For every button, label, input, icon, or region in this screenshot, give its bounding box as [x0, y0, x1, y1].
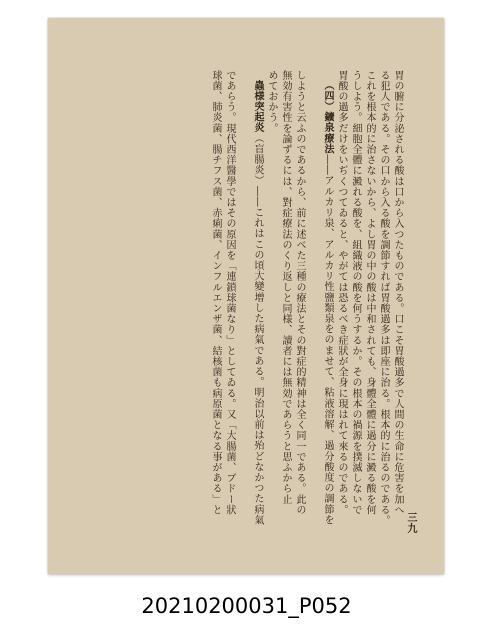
text-line: [334, 70, 348, 540]
line-text: であらう。現代西洋醫學ではその原因を「連鎖球菌なり」としてゐる。又「大腸菌、ブドー狀: [224, 70, 235, 516]
text-line: [348, 70, 362, 540]
text-line: [292, 70, 306, 540]
body-text: [208, 70, 404, 540]
line-text: 胃酸の過多だけをいぢくつてゐると、やがては恐るべき症狀が全身に現はれて來るのである。: [336, 70, 347, 516]
page-number: 三九: [405, 512, 416, 534]
text-line: [320, 70, 334, 540]
line-text: る犯人である。その口から入る酸を調節すれば胃酸過多は即座に治る。根本的に治るのである。: [378, 70, 389, 526]
image-caption: 20210200031_P052: [141, 594, 352, 618]
line-text: 胃の腑に分泌される酸は口から入つたものである。口こそ胃酸過多で人間の生命に危害を加へ: [392, 70, 403, 516]
document-page: [48, 18, 444, 574]
text-line: [264, 70, 278, 540]
line-text: 球菌、肺炎菌、腸チフス菌、赤痢菌、インフルエンザ菌、結核菌も病原菌となる事がある」と: [210, 70, 221, 516]
text-line: [222, 70, 236, 540]
line-text: これを根本的に治さないから、よし胃の中の酸は中和されても、身體全體に過分に澱る酸を何: [364, 70, 375, 516]
line-text: しようと云ふのであるから、前に述べた三種の療法とその對症的精神は全く同一である。此の: [294, 70, 305, 516]
text-line: [376, 70, 390, 540]
section-heading: （四）鑛泉療法: [322, 80, 333, 155]
line-text: （盲腸炎）――これはこの頃大變增した病氣である。明治以前は殆どなかつた病氣: [252, 133, 263, 526]
line-text: ――アルカリ泉、アルカリ性鹽類泉をのませて、粘液溶解、過分酸度の調節を: [322, 154, 333, 526]
text-line: [362, 70, 376, 540]
section-heading: 蟲様突起炎: [252, 80, 263, 133]
text-line: [208, 70, 222, 540]
text-line: [390, 70, 404, 540]
text-line: [278, 70, 292, 540]
text-line: [250, 70, 264, 540]
line-text: うしよう。細胞全體に澱れる酸を、組織液の酸を何うするか。その根本の禍源を撲滅しないで: [350, 70, 361, 516]
line-text: 無効有害性を論ずるには、對症療法のくり返しと同様、讀者には無効であらうと思ふから止: [280, 70, 291, 505]
line-text: めておかう。: [266, 70, 277, 134]
